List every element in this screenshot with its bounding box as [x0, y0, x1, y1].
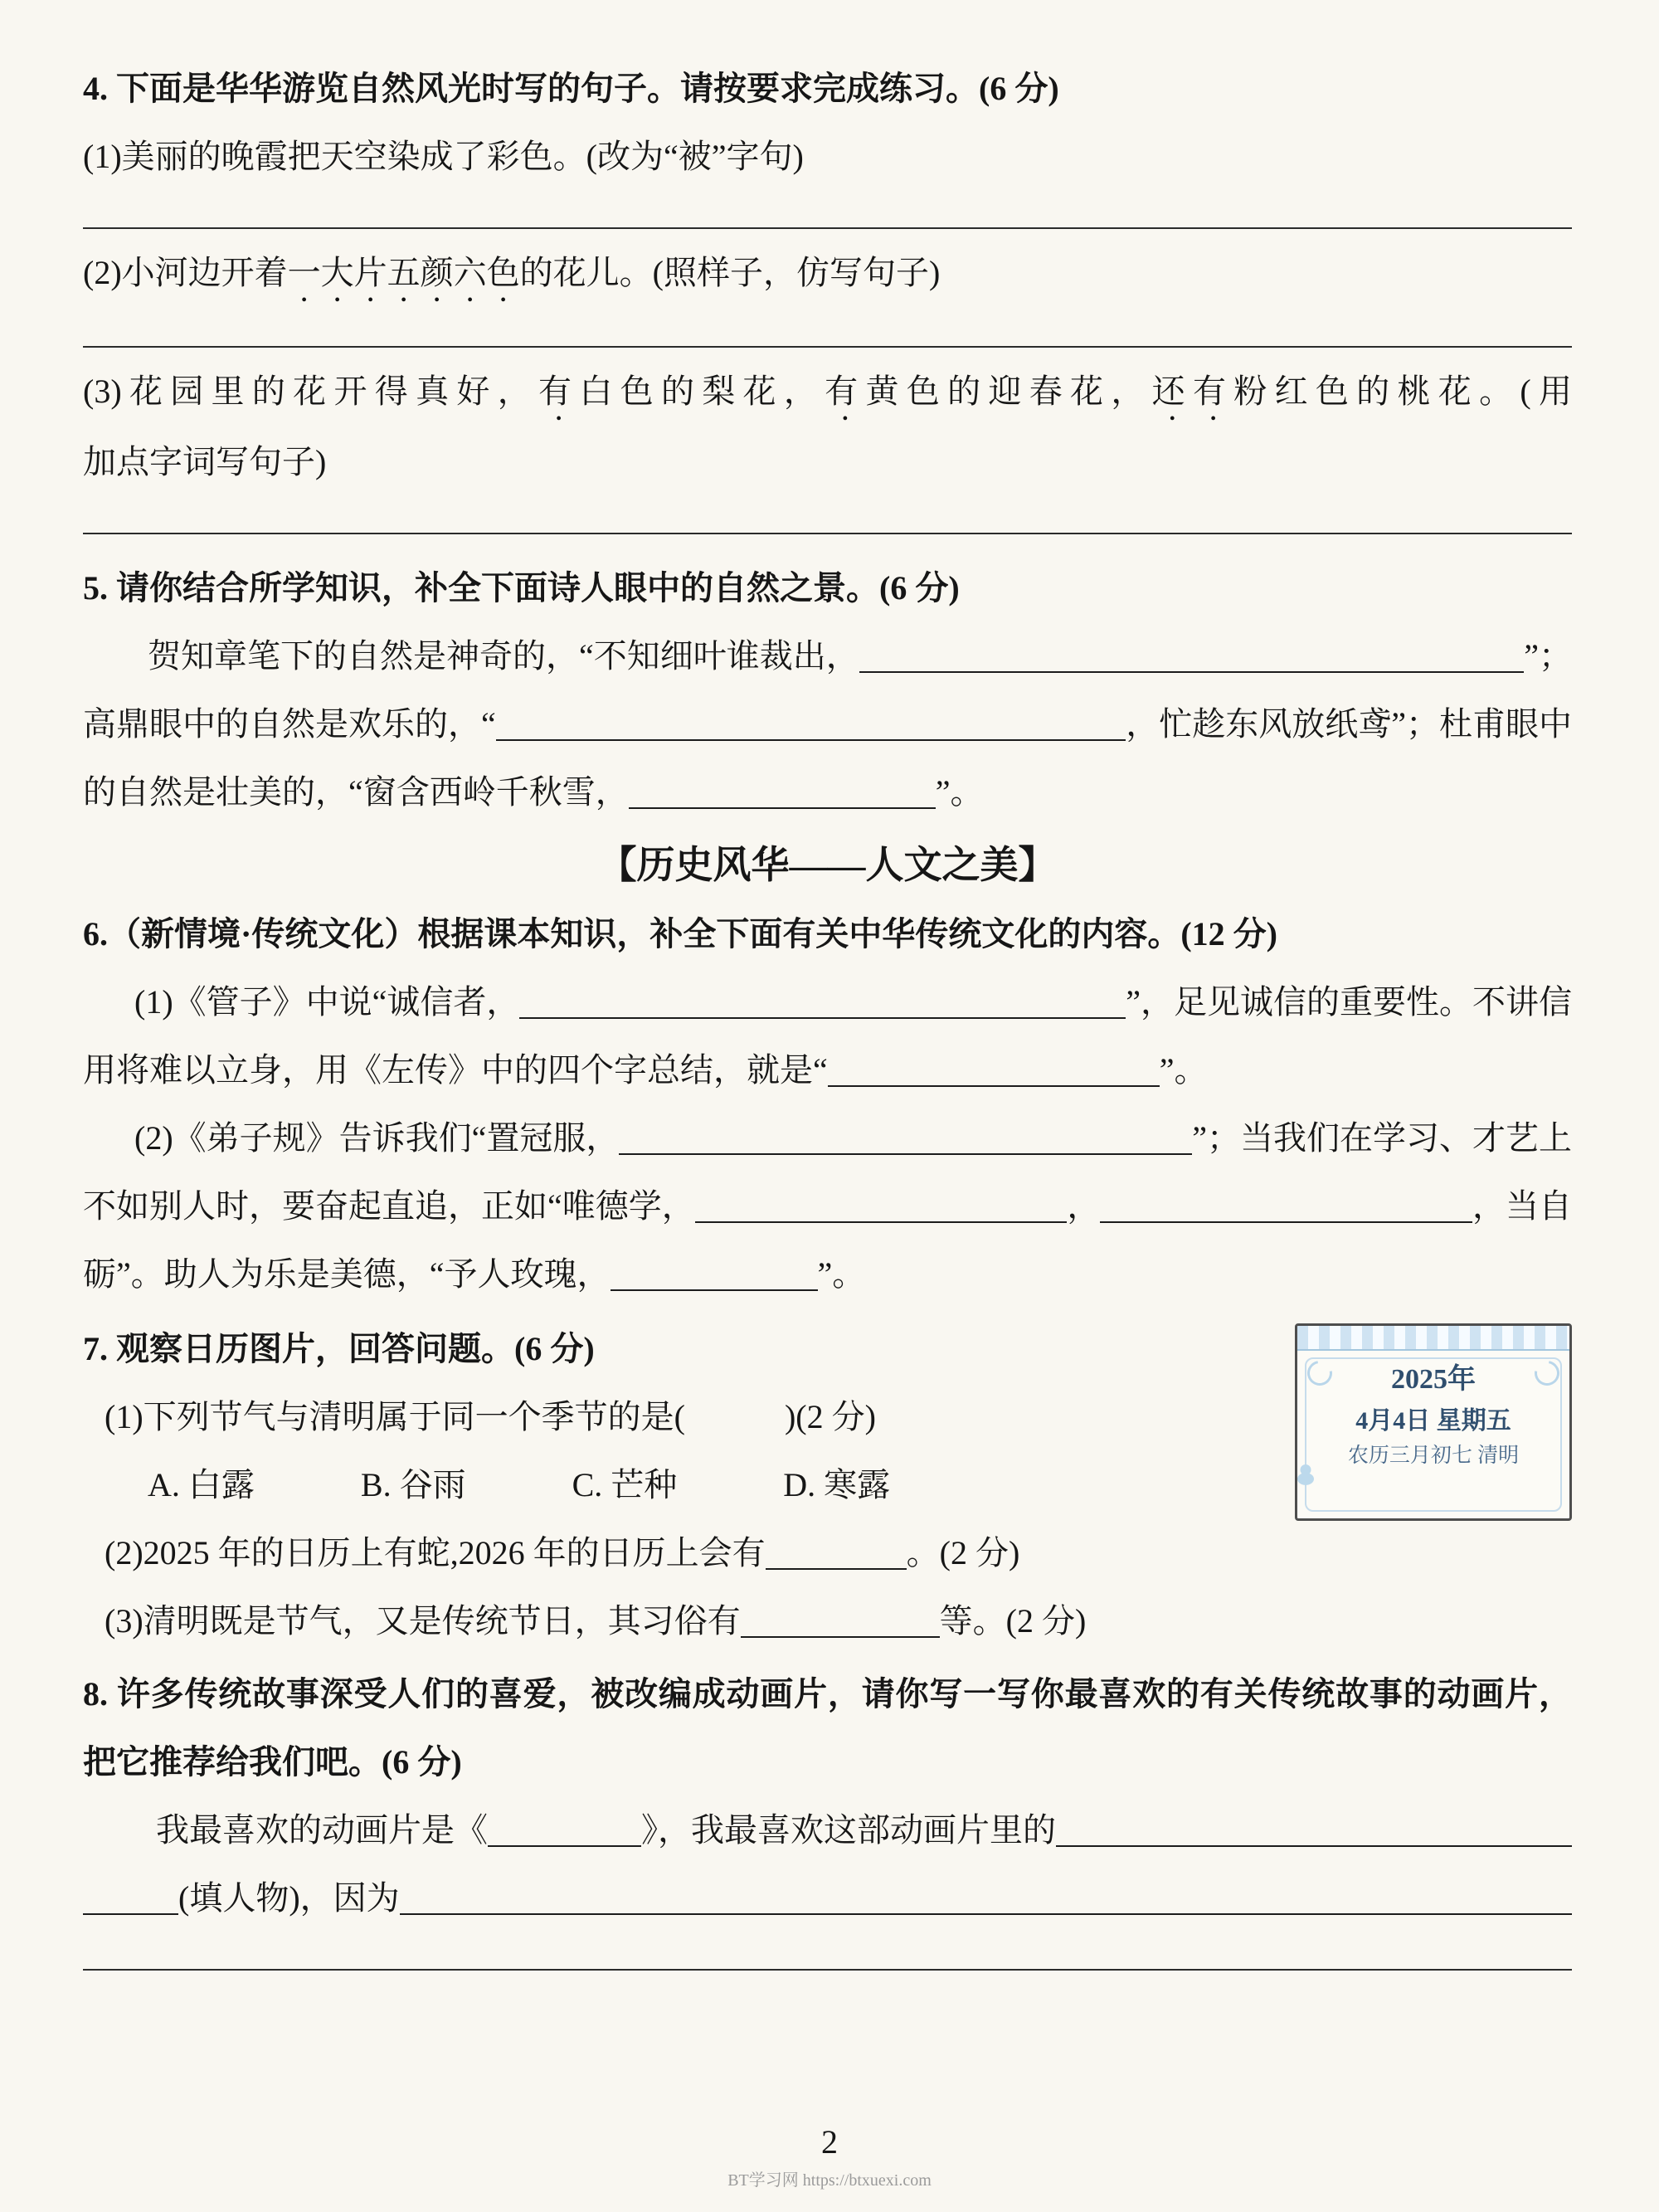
question-5-line-3	[83, 758, 1572, 826]
fill-in-blank	[619, 1122, 1192, 1155]
fill-in-blank	[859, 640, 1524, 673]
text-run: 贺知章笔下的自然是神奇的，“不知细叶谁裁出，	[148, 637, 859, 675]
fill-in-blank	[611, 1258, 818, 1291]
text-run: ”。	[935, 773, 984, 811]
gourd-icon	[1297, 1473, 1314, 1485]
text-run: 一大片五颜六色	[287, 254, 520, 291]
question-8-line-1	[83, 1796, 1572, 1864]
question-4-item-2	[83, 239, 1572, 309]
text-run: (2)2025 年的日历上有蛇,2026 年的日历上会有	[105, 1533, 766, 1571]
fill-in-blank	[488, 1814, 641, 1847]
question-8-line-2	[83, 1864, 1572, 1932]
question-7	[83, 1315, 1572, 1655]
text-run: ”。	[817, 1255, 866, 1293]
text-run: 高鼎眼中的自然是欢乐的，“	[83, 705, 496, 743]
text-run: (2)《弟子规》告诉我们“置冠服，	[134, 1118, 620, 1157]
section-header: 【历史风华——人文之美】	[598, 844, 1057, 886]
question-4-item-1	[83, 123, 1572, 191]
question-7-item-3	[83, 1587, 1572, 1655]
question-7-item-1: (1)下列节气与清明属于同一个季节的是( )(2 分)	[105, 1397, 876, 1435]
fill-in-blank	[695, 1190, 1068, 1223]
fill-in-blank	[741, 1605, 940, 1638]
text-run: 的花儿。(照样子，仿写句子)	[519, 254, 941, 291]
text-run: (3)花园里的花开得真好，	[83, 373, 539, 410]
fill-in-blank	[1056, 1814, 1572, 1847]
text-run: 加点字词写句子)	[83, 443, 327, 480]
option-a: A. 白露	[148, 1465, 255, 1503]
text-run: 等。(2 分)	[939, 1601, 1087, 1640]
question-7-title: 7. 观察日历图片，回答问题。(6 分)	[83, 1329, 595, 1367]
text-run: 用将难以立身，用《左传》中的四个字总结，就是“	[83, 1050, 828, 1089]
question-8-title: 8. 许多传统故事深受人们的喜爱，被改编成动画片，请你写一写你最喜欢的有关传统故事的动画片，把它推荐给我们吧。(6 分)	[83, 1674, 1572, 1781]
fill-in-blank	[496, 708, 1126, 741]
option-d: D. 寒露	[783, 1465, 891, 1503]
text-run: 。(2 分)	[906, 1533, 1020, 1571]
fill-in-blank	[766, 1537, 907, 1570]
question-6-part-1-line-1	[83, 968, 1572, 1036]
question-5	[83, 554, 1572, 826]
text-run: ，当自	[1472, 1186, 1573, 1225]
question-5-line-2	[83, 690, 1572, 758]
text-run: 不如别人时，要奋起直追，正如“唯德学，	[83, 1186, 695, 1225]
question-6-part-2-line-1	[83, 1104, 1572, 1172]
text-run: 还有	[1151, 373, 1234, 410]
text-run: 砺”。助人为乐是美德，“予人玫瑰，	[83, 1255, 611, 1293]
fill-in-blank	[1100, 1190, 1472, 1223]
answer-line	[83, 346, 1572, 348]
question-6-part-1-line-2	[83, 1036, 1572, 1104]
question-4	[83, 55, 1572, 534]
calendar-image	[1295, 1323, 1572, 1521]
text-run: (2)小河边开着	[83, 254, 288, 291]
question-5-title: 5. 请你结合所学知识，补全下面诗人眼中的自然之景。(6 分)	[83, 569, 960, 607]
text-run: ”。	[1159, 1050, 1208, 1089]
text-run: ”，足见诚信的重要性。不讲信	[1126, 982, 1572, 1021]
answer-line	[83, 533, 1572, 534]
fill-in-blank	[519, 986, 1126, 1019]
text-run: (3)清明既是节气，又是传统节日，其习俗有	[105, 1601, 741, 1640]
text-run: 白色的梨花，	[579, 373, 825, 410]
question-8	[83, 1660, 1572, 1971]
question-7-item-2	[83, 1519, 1572, 1587]
question-4-item-3-line-1	[83, 358, 1572, 428]
text-run: ”；	[1524, 637, 1572, 675]
text-run: (1)美丽的晚霞把天空染成了彩色。(改为“被”字句)	[83, 138, 804, 175]
page-number: 2	[821, 2123, 838, 2161]
calendar-binding-stripes	[1297, 1326, 1569, 1351]
question-6-part-2-line-2	[83, 1172, 1572, 1240]
text-run: 有	[825, 373, 866, 410]
text-run: ，忙趁东风放纸鸢”；杜甫眼中	[1126, 705, 1572, 743]
text-run: (1)《管子》中说“诚信者，	[134, 982, 520, 1021]
text-run: ”；当我们在学习、才艺上	[1192, 1118, 1572, 1157]
fill-in-blank	[400, 1882, 1572, 1915]
answer-line	[83, 1969, 1572, 1971]
fill-in-blank	[83, 1882, 178, 1915]
calendar-date: 4月4日 星期五	[1355, 1407, 1511, 1435]
question-6-part-2-line-3	[83, 1240, 1572, 1308]
site-credit: BT学习网 https://btxuexi.com	[727, 2171, 932, 2190]
question-5-line-1	[83, 622, 1572, 690]
text-run: 有	[538, 373, 580, 410]
answer-line	[83, 227, 1572, 229]
option-b: B. 谷雨	[360, 1465, 466, 1503]
text-run: ，	[1067, 1186, 1101, 1225]
fill-in-blank	[828, 1054, 1160, 1087]
page-footer	[0, 2121, 1659, 2197]
text-run: 黄色的迎春花，	[865, 373, 1152, 410]
option-c: C. 芒种	[572, 1465, 678, 1503]
text-run: 我最喜欢的动画片是《	[156, 1810, 488, 1849]
question-6-title: 6.（新情境·传统文化）根据课本知识，补全下面有关中华传统文化的内容。(12 分)	[83, 914, 1277, 953]
question-4-title: 4. 下面是华华游览自然风光时写的句子。请按要求完成练习。(6 分)	[83, 70, 1059, 107]
calendar-lunar-date: 农历三月初七 清明	[1347, 1445, 1520, 1468]
question-4-item-3-line-2	[83, 428, 1572, 496]
text-run: 粉红色的桃花。(用	[1233, 373, 1573, 410]
question-6	[83, 900, 1572, 1308]
fill-in-blank	[629, 776, 936, 809]
text-run: 》，我最喜欢这部动画片里的	[641, 1810, 1056, 1849]
calendar-year: 2025年	[1391, 1363, 1476, 1395]
text-run: (填人物)，因为	[178, 1878, 400, 1917]
text-run: 的自然是壮美的，“窗含西岭千秋雪，	[83, 773, 629, 811]
